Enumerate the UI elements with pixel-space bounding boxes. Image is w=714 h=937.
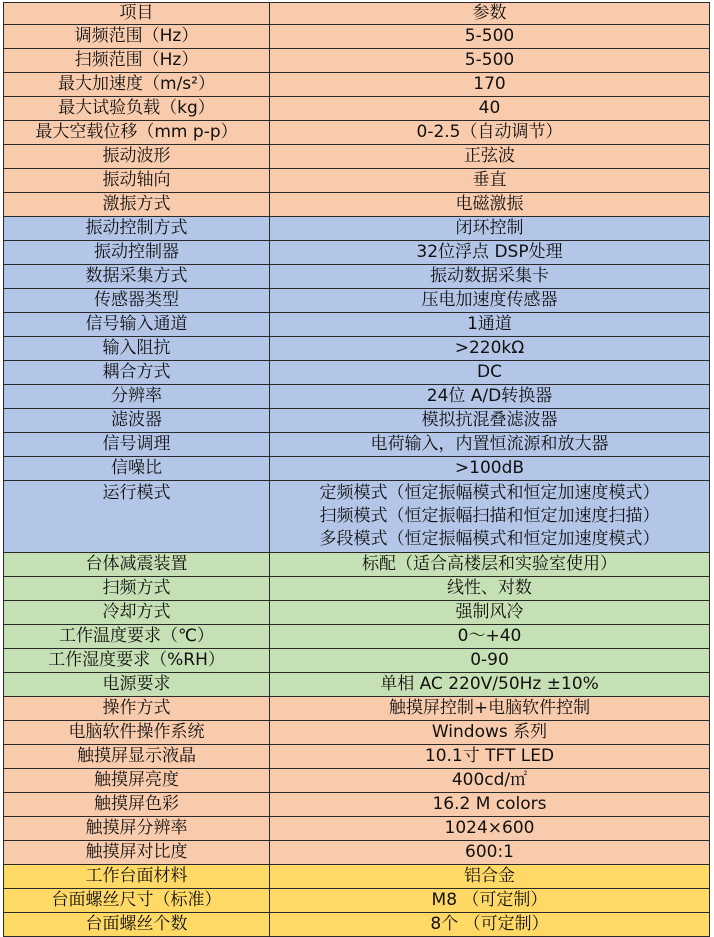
- table-header-row: [4, 3, 710, 25]
- param-cell: DC: [270, 361, 710, 385]
- item-cell: 电脑软件操作系统: [4, 721, 270, 745]
- param-cell: 线性、对数: [270, 577, 710, 601]
- table-row: [4, 169, 710, 193]
- item-cell: 触摸屏亮度: [4, 769, 270, 793]
- item-cell: 台面螺丝个数: [4, 913, 270, 937]
- table-row: [4, 361, 710, 385]
- item-cell: 振动轴向: [4, 169, 270, 193]
- param-cell: 16.2 M colors: [270, 793, 710, 817]
- item-cell: 触摸屏对比度: [4, 841, 270, 865]
- table-row: [4, 385, 710, 409]
- item-cell: 触摸屏分辨率: [4, 817, 270, 841]
- param-cell: 电荷输入，内置恒流源和放大器: [270, 433, 710, 457]
- item-cell: 振动控制方式: [4, 217, 270, 241]
- item-cell: 台面螺丝尺寸（标准）: [4, 889, 270, 913]
- param-cell: 铝合金: [270, 865, 710, 889]
- param-cell: 闭环控制: [270, 217, 710, 241]
- item-cell: 工作湿度要求（%RH）: [4, 649, 270, 673]
- item-cell: 工作台面材料: [4, 865, 270, 889]
- item-cell: 电源要求: [4, 673, 270, 697]
- table-row: [4, 913, 710, 937]
- header-item: 项目: [4, 3, 270, 25]
- header-param: 参数: [270, 3, 710, 25]
- param-cell: 0-90: [270, 649, 710, 673]
- table-row: [4, 553, 710, 577]
- param-cell: 触摸屏控制+电脑软件控制: [270, 697, 710, 721]
- table-row: [4, 97, 710, 121]
- param-cell: 0-2.5（自动调节）: [270, 121, 710, 145]
- param-cell: 垂直: [270, 169, 710, 193]
- param-line: 多段模式（恒定振幅模式和恒定加速度模式）: [319, 529, 660, 549]
- table-row: [4, 577, 710, 601]
- item-cell: 触摸屏显示液晶: [4, 745, 270, 769]
- table-row: [4, 313, 710, 337]
- item-cell: 信号调理: [4, 433, 270, 457]
- param-cell: M8 （可定制）: [270, 889, 710, 913]
- item-cell: 最大空载位移（mm p-p）: [4, 121, 270, 145]
- item-cell: 滤波器: [4, 409, 270, 433]
- item-cell: 最大加速度（m/s²）: [4, 73, 270, 97]
- table-row: [4, 721, 710, 745]
- item-cell: 扫频方式: [4, 577, 270, 601]
- item-cell: 调频范围（Hz）: [4, 25, 270, 49]
- table-row: [4, 649, 710, 673]
- table-row: [4, 193, 710, 217]
- param-cell: [270, 481, 710, 553]
- item-cell: 传感器类型: [4, 289, 270, 313]
- spec-table: [3, 2, 710, 937]
- table-row: [4, 601, 710, 625]
- param-cell: 40: [270, 97, 710, 121]
- param-cell: 正弦波: [270, 145, 710, 169]
- param-cell: 0～+40: [270, 625, 710, 649]
- item-cell: 信号输入通道: [4, 313, 270, 337]
- item-cell: 冷却方式: [4, 601, 270, 625]
- item-cell: 振动波形: [4, 145, 270, 169]
- table-row: [4, 145, 710, 169]
- item-cell: 激振方式: [4, 193, 270, 217]
- table-row: [4, 697, 710, 721]
- item-cell: 操作方式: [4, 697, 270, 721]
- table-row: [4, 793, 710, 817]
- param-cell: 600:1: [270, 841, 710, 865]
- param-cell: 模拟抗混叠滤波器: [270, 409, 710, 433]
- param-cell: 32位浮点 DSP处理: [270, 241, 710, 265]
- table-row: [4, 289, 710, 313]
- table-row: [4, 73, 710, 97]
- table-row: [4, 481, 710, 553]
- param-cell: 标配（适合高楼层和实验室使用）: [270, 553, 710, 577]
- table-row: [4, 217, 710, 241]
- table-row: [4, 745, 710, 769]
- table-row: [4, 337, 710, 361]
- item-cell: 数据采集方式: [4, 265, 270, 289]
- param-cell: 1通道: [270, 313, 710, 337]
- table-row: [4, 673, 710, 697]
- table-row: [4, 769, 710, 793]
- item-cell: 最大试验负载（kg）: [4, 97, 270, 121]
- table-row: [4, 625, 710, 649]
- param-cell: 压电加速度传感器: [270, 289, 710, 313]
- param-cell: 单相 AC 220V/50Hz ±10%: [270, 673, 710, 697]
- item-cell: 耦合方式: [4, 361, 270, 385]
- table-row: [4, 121, 710, 145]
- table-row: [4, 457, 710, 481]
- param-cell: 8个 （可定制）: [270, 913, 710, 937]
- item-cell: 输入阻抗: [4, 337, 270, 361]
- param-line: 定频模式（恒定振幅模式和恒定加速度模式）: [319, 483, 660, 503]
- item-cell: 台体减震装置: [4, 553, 270, 577]
- param-cell: 1024×600: [270, 817, 710, 841]
- param-cell: 电磁激振: [270, 193, 710, 217]
- item-cell: 振动控制器: [4, 241, 270, 265]
- item-cell: 信噪比: [4, 457, 270, 481]
- table-row: [4, 889, 710, 913]
- param-cell: 5-500: [270, 25, 710, 49]
- param-cell: 24位 A/D转换器: [270, 385, 710, 409]
- param-cell: 170: [270, 73, 710, 97]
- item-cell: 工作温度要求（℃）: [4, 625, 270, 649]
- param-cell: 5-500: [270, 49, 710, 73]
- table-row: [4, 241, 710, 265]
- table-row: [4, 265, 710, 289]
- table-row: [4, 865, 710, 889]
- param-cell: >220kΩ: [270, 337, 710, 361]
- param-cell: 强制风冷: [270, 601, 710, 625]
- table-row: [4, 817, 710, 841]
- item-cell: 扫频范围（Hz）: [4, 49, 270, 73]
- table-row: [4, 25, 710, 49]
- table-row: [4, 409, 710, 433]
- param-cell: 400cd/㎡: [270, 769, 710, 793]
- param-cell: 10.1寸 TFT LED: [270, 745, 710, 769]
- table-row: [4, 49, 710, 73]
- param-cell: 振动数据采集卡: [270, 265, 710, 289]
- param-cell: Windows 系列: [270, 721, 710, 745]
- table-row: [4, 841, 710, 865]
- item-cell: 触摸屏色彩: [4, 793, 270, 817]
- param-line: 扫频模式（恒定振幅扫描和恒定加速度扫描）: [319, 506, 660, 526]
- table-row: [4, 433, 710, 457]
- param-cell: >100dB: [270, 457, 710, 481]
- item-cell: 分辨率: [4, 385, 270, 409]
- item-cell: 运行模式: [4, 481, 270, 553]
- table-body: [4, 25, 710, 937]
